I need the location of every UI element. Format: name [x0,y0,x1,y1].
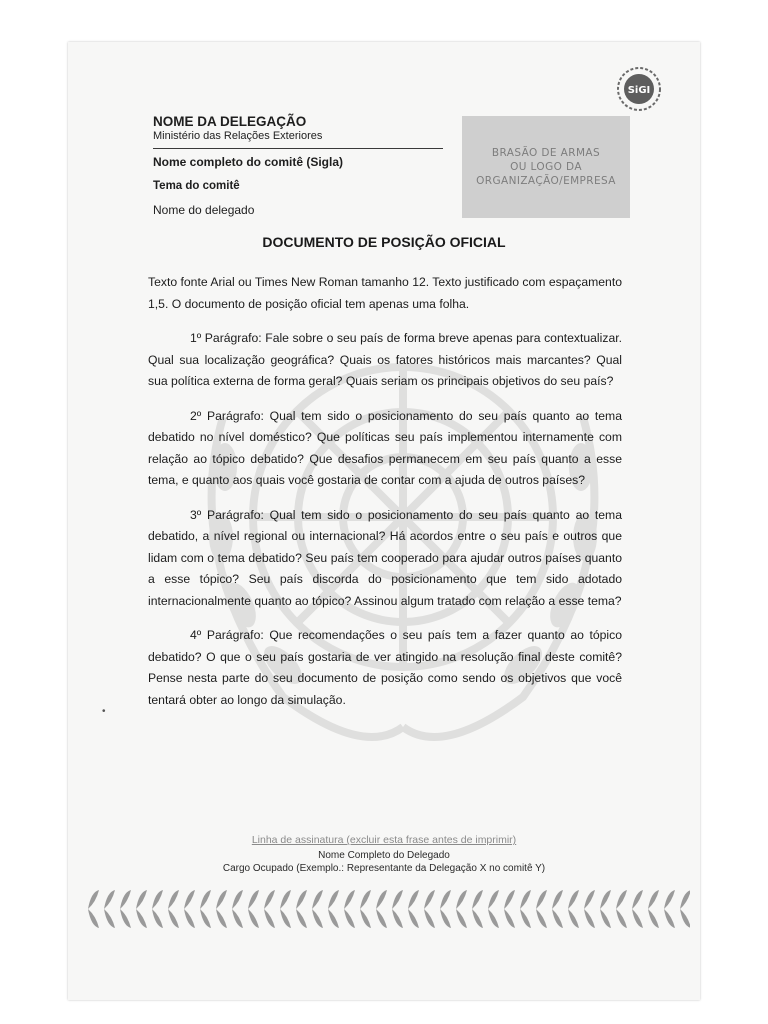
signature-line-note: Linha de assinatura (excluir esta frase antes de imprimir) [251,834,517,846]
header-divider [153,148,443,149]
paragraph-1: 1º Parágrafo: Fale sobre o seu país de forma breve apenas para contextualizar. Qual sua localização geográfica? Quais os fatores históricos mais marcantes? Qual sua política externa de forma geral? Quais seriam os principais objetivos do seu país? [148,331,622,388]
laurel-border-icon [80,886,690,932]
document-page [68,42,700,1000]
signature-full-name: Nome Completo do Delegado [318,850,450,861]
sigi-badge-icon [616,66,662,112]
crest-placeholder [462,116,630,218]
delegation-title: NOME DA DELEGAÇÃO [153,114,307,129]
signature-position: Cargo Ocupado (Exemplo.: Representante da Delegação X no comitê Y) [222,863,546,874]
ministry-name: Ministério das Relações Exteriores [153,130,323,142]
sigi-logo-text: SiGI [627,85,651,96]
signature-block [68,834,700,875]
paragraph-3: 3º Parágrafo: Qual tem sido o posicionamento do seu país quanto ao tema debatido, a nível regional ou internacional? Há acordos entre o seu país e outros que lidam com o tema debatido? Seu país tem cooperado para ajudar outros países quanto a esse tópico? Seu país discorda do posicionamento que tem sido adotado internacionalmente quanto ao tópico? Assinou algum tratado com relação a esse tema? [148,507,622,608]
crest-line-1: BRASÃO DE ARMAS [491,147,601,159]
committee-theme: Tema do comitê [153,180,240,192]
delegate-name: Nome do delegado [153,203,255,217]
paragraph-4: 4º Parágrafo: Que recomendações o seu país tem a fazer quanto ao tópico debatido? O que o seu país gostaria de ver atingido na resolução final deste comitê? Pense nesta parte do seu documento de posição como sendo os objetivos que você tentará obter ao longo da simulação. [148,628,622,707]
intro-paragraph: Texto fonte Arial ou Times New Roman tamanho 12. Texto justificado com espaçamento 1,5. O documento de posição oficial tem apenas uma folha. [148,275,622,311]
document-title: DOCUMENTO DE POSIÇÃO OFICIAL [262,234,506,250]
paragraph-2: 2º Parágrafo: Qual tem sido o posicionamento do seu país quanto ao tema debatido no nível doméstico? Que políticas seu país implementou internamente com relação ao tópico debatido? Que desafios permanecem em seu país quanto a esse tema, e quanto aos quais você gostaria de contar com a ajuda de outros países? [148,408,622,487]
committee-name: Nome completo do comitê (Sigla) [153,155,344,169]
crest-line-3: ORGANIZAÇÃO/EMPRESA [476,175,616,187]
crest-line-2: OU LOGO DA [510,161,582,173]
document-body [148,272,622,724]
scan-speck: • [102,706,106,717]
